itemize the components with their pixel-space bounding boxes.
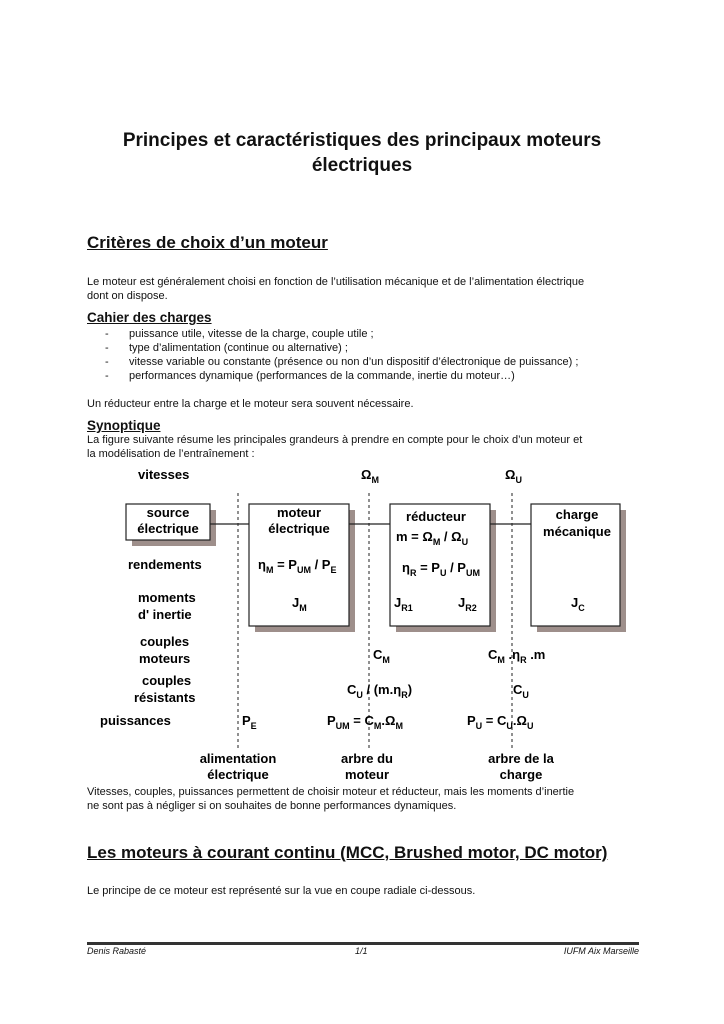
moteur-box-label-1: moteur [276,505,322,520]
row-label-moments-1: moments [138,590,196,605]
footer-author: Denis Rabasté [87,946,147,956]
inertia-jm-label: $J_M$ [292,595,307,613]
row-label-couples-moteurs-1: couples [140,634,190,649]
couple-cu-label: $C_U$ [513,682,529,700]
subheading-synoptique: Synoptique [87,418,161,433]
bottom-label-arbre-moteur-1: arbre du [340,751,394,766]
power-pum-formula: $P_{UM} = C_M.\Omega_M$ [327,713,403,731]
section-heading-criteres: Critères de choix d’un moteur [87,233,328,252]
row-label-couples-resistants-2: résistants [134,690,196,705]
row-label-rendements: rendements [128,557,202,572]
inertia-jc-label: $J_C$ [571,595,585,613]
inertia-jr1-label: $J_{R1}$ [394,595,413,613]
reducteur-note: Un réducteur entre la charge et le moteur sera souvent nécessaire. [87,398,414,410]
footer-rule [87,942,639,945]
page-title [60,128,664,178]
section-heading-mcc: Les moteurs à courant continu (MCC, Brushed motor, DC motor) [87,843,608,862]
bottom-label-alimentation-2: électrique [207,767,269,782]
footer-institution: IUFM Aix Marseille [563,946,639,956]
bottom-label-arbre-charge-1: arbre de la [488,751,554,766]
power-pu-formula: $P_U = C_U.\Omega_U$ [467,713,534,731]
list-item: - puissance utile, vitesse de la charge, couple utile ; [105,328,374,340]
row-label-couples-resistants-1: couples [142,673,192,688]
after-diagram-line-1: Vitesses, couples, puissances permettent de choisir moteur et réducteur, mais les moments d’inertie [87,786,575,798]
footer-page-number: 1/1 [355,946,368,956]
mcc-intro: Le principe de ce moteur est représenté sur la vue en coupe radiale ci-dessous. [87,885,476,897]
inertia-jr2-label: $J_{R2}$ [458,595,477,613]
power-pe-label: $P_E$ [242,713,257,731]
couple-cm-eta-m-label: $C_M$ $.\eta_R$ .m [488,647,546,665]
row-label-couples-moteurs-2: moteurs [139,651,191,666]
synoptique-line-2: la modélisation de l’entraînement : [87,448,255,460]
list-item: - vitesse variable ou constante (présence ou non d’un dispositif d’électronique de puissance) ; [105,356,579,368]
eta-r-formula: $\eta_R = P_U / P_{UM}$ [402,560,480,578]
bottom-label-arbre-moteur-2: moteur [344,767,390,782]
synoptique-line-1: La figure suivante résume les principales grandeurs à prendre en compte pour le choix d’un moteur et [87,434,583,446]
after-diagram-paragraph [87,785,647,813]
bottom-label-arbre-charge-2: charge [499,767,543,782]
synoptique-diagram [0,460,724,786]
intro-line-1: Le moteur est généralement choisi en fonction de l’utilisation mécanique et de l’alimentation électrique [87,276,585,288]
title-line-1: Principes et caractéristiques des principaux moteurs [122,130,602,151]
reduction-ratio-formula: $m = \Omega_M / \Omega_U$ [396,529,469,547]
intro-line-2: dont on dispose. [87,290,168,302]
charge-box-label-1: charge [555,507,599,522]
row-label-moments-2: d' inertie [138,607,192,622]
source-box-label-2: électrique [137,521,199,536]
synoptique-paragraph [87,433,647,461]
moteur-box-label-2: électrique [268,521,330,536]
title-line-2: électriques [311,155,413,176]
list-item: - performances dynamique (performances de la commande, inertie du moteur…) [105,370,515,382]
omega-u-label: $\Omega_U$ [505,467,522,485]
omega-m-label: $\Omega_M$ [361,467,379,485]
charge-box-label-2: mécanique [543,524,611,539]
row-label-vitesses: vitesses [138,467,190,482]
source-box-label-1: source [146,505,190,520]
reducteur-box-label: réducteur [406,509,466,524]
couple-cu-over-m-eta-label: $C_U / (m.\eta_R)$ [347,682,413,700]
requirements-list [105,327,578,383]
intro-paragraph [87,275,647,303]
after-diagram-line-2: ne sont pas à négliger si on souhaites de bonne performances dynamiques. [87,800,457,812]
list-item: - type d’alimentation (continue ou alternative) ; [105,342,348,354]
couple-cm-label: $C_M$ [373,647,390,665]
bottom-label-alimentation-1: alimentation [199,751,277,766]
eta-m-formula: $\eta_M = P_{UM} / P_E$ [258,557,337,575]
subheading-cahier: Cahier des charges [87,310,212,325]
row-label-puissances: puissances [100,713,171,728]
